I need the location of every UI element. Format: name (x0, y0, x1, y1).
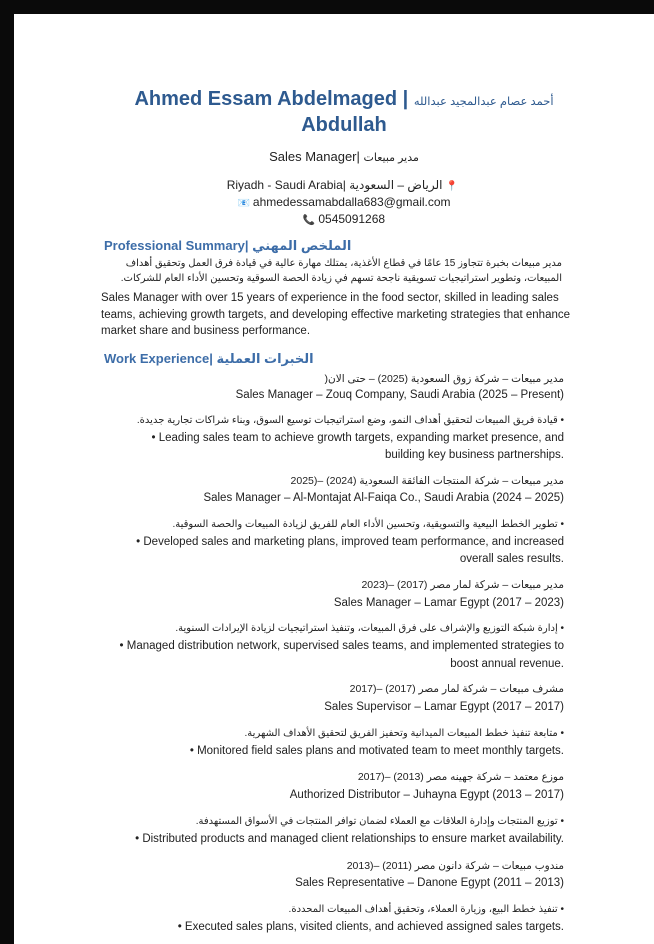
summary-text-ar: مدير مبيعات بخبرة تتجاوز 15 عامًا في قطاع الأغذية، يمتلك مهارة عالية في قيادة فرق العمل وتحقيق أهداف المبيعات، وتطوير استراتيجيات تسويقية ناجحة تسهم في زيادة الحصة السوقية وتحسين الأداء العام للشركات. (120, 258, 562, 284)
job-bullet-en: • Managed distribution network, supervised sales teams, and implemented strategies to (119, 640, 564, 652)
job-title-en: Sales Manager – Lamar Egypt (2017 – 2023) (333, 597, 564, 609)
job-bullet-en: • Developed sales and marketing plans, improved team performance, and increased (136, 536, 564, 548)
job-title-en: Sales Representative – Danone Egypt (2011 – 2013) (295, 877, 564, 889)
job-bullet-en: • Leading sales team to achieve growth targets, expanding market presence, and (151, 432, 564, 444)
job-bullet-ar: • توزيع المنتجات وإدارة العلاقات مع العملاء لضمان توافر المنتجات في الأسواق المستهدفة. (195, 816, 564, 827)
job-bullet-en: • Executed sales plans, visited clients, and achieved assigned sales targets. (177, 921, 564, 933)
job-bullet-ar: • متابعة تنفيذ خطط المبيعات الميدانية وتحفيز الفريق لتحقيق الأهداف الشهرية. (244, 728, 564, 739)
job-bullet-ar: • قيادة فريق المبيعات لتحقيق أهداف النمو، وضع استراتيجيات توسيع السوق، وبناء شراكات تجارية جديدة. (136, 415, 564, 426)
job-title-en: Sales Manager – Zouq Company, Saudi Arabia (2025 – Present) (235, 389, 564, 401)
job-title-ar: مدير مبيعات – شركة لمار مصر (2017) –(2023 (361, 579, 564, 591)
job-title-ar: مندوب مبيعات – شركة دانون مصر (2011) –(2013 (346, 860, 564, 872)
location-pin-icon: 📍 (445, 181, 459, 192)
phone-text[interactable]: 0545091268 (318, 212, 386, 226)
job-bullet-en-cont: overall sales results. (459, 553, 564, 565)
job-bullet-en-cont: building key business partnerships. (385, 449, 564, 461)
role-en: Sales Manager| (269, 149, 360, 164)
name-line-2: Abdullah (301, 114, 387, 136)
job-title-ar: مدير مبيعات – شركة المنتجات الفائقة السعودية (2024) –(2025 (290, 475, 564, 487)
job-title-ar: مشرف مبيعات – شركة لمار مصر (2017) –(2017 (349, 683, 564, 695)
job-title-ar: مدير مبيعات – شركة زوق السعودية (2025) – حتى الان( (324, 373, 564, 385)
job-bullet-ar: • تطوير الخطط البيعية والتسويقية، وتحسين الأداء العام للفريق لزيادة المبيعات والحصة السوقية. (172, 519, 564, 530)
email-line[interactable] (14, 194, 654, 212)
phone-icon: 📞 (302, 215, 316, 226)
role-ar: مدير مبيعات (363, 152, 419, 164)
email-text[interactable]: ahmedessamabdalla683@gmail.com (252, 195, 451, 209)
job-title-ar: موزع معتمد – شركة جهينه مصر (2013) –(2017 (357, 771, 564, 783)
job-title-en: Sales Supervisor – Lamar Egypt (2017 – 2017) (324, 701, 564, 713)
job-bullet-en: • Distributed products and managed client relationships to ensure market availability. (135, 833, 564, 845)
job-bullet-ar: • تنفيذ خطط البيع، وزيارة العملاء، وتحقيق أهداف المبيعات المحددة. (288, 904, 564, 915)
phone-line[interactable] (14, 211, 654, 229)
name-ar: أحمد عصام عبدالمجيد عبدالله (413, 96, 554, 108)
job-bullet-en: • Monitored field sales plans and motivated team to meet monthly targets. (189, 745, 564, 757)
email-icon: 📧 (237, 198, 250, 209)
job-role (14, 149, 654, 164)
job-bullet-ar: • إدارة شبكة التوزيع والإشراف على فرق المبيعات، وتنفيذ استراتيجيات لزيادة الإيرادات السنوية. (175, 623, 564, 634)
resume-page (14, 14, 654, 944)
job-bullet-en-cont: boost annual revenue. (450, 658, 564, 670)
summary-heading: Professional Summary| الملخص المهني (104, 238, 352, 253)
job-title-en: Sales Manager – Al-Montajat Al-Faiqa Co., Saudi Arabia (2024 – 2025) (203, 492, 564, 504)
location-line (14, 177, 654, 195)
summary-text-en: Sales Manager with over 15 years of experience in the food sector, skilled in leading sales teams, achieving growth targets, and developing effective marketing strategies that enhance market share and business performance. (101, 292, 571, 337)
experience-heading: Work Experience| الخبرات العملية (104, 351, 314, 366)
name-en: Ahmed Essam Abdelmaged | (134, 88, 409, 110)
location-text: Riyadh - Saudi Arabia| الرياض – السعودية (226, 178, 443, 192)
job-title-en: Authorized Distributor – Juhayna Egypt (2013 – 2017) (289, 789, 564, 801)
